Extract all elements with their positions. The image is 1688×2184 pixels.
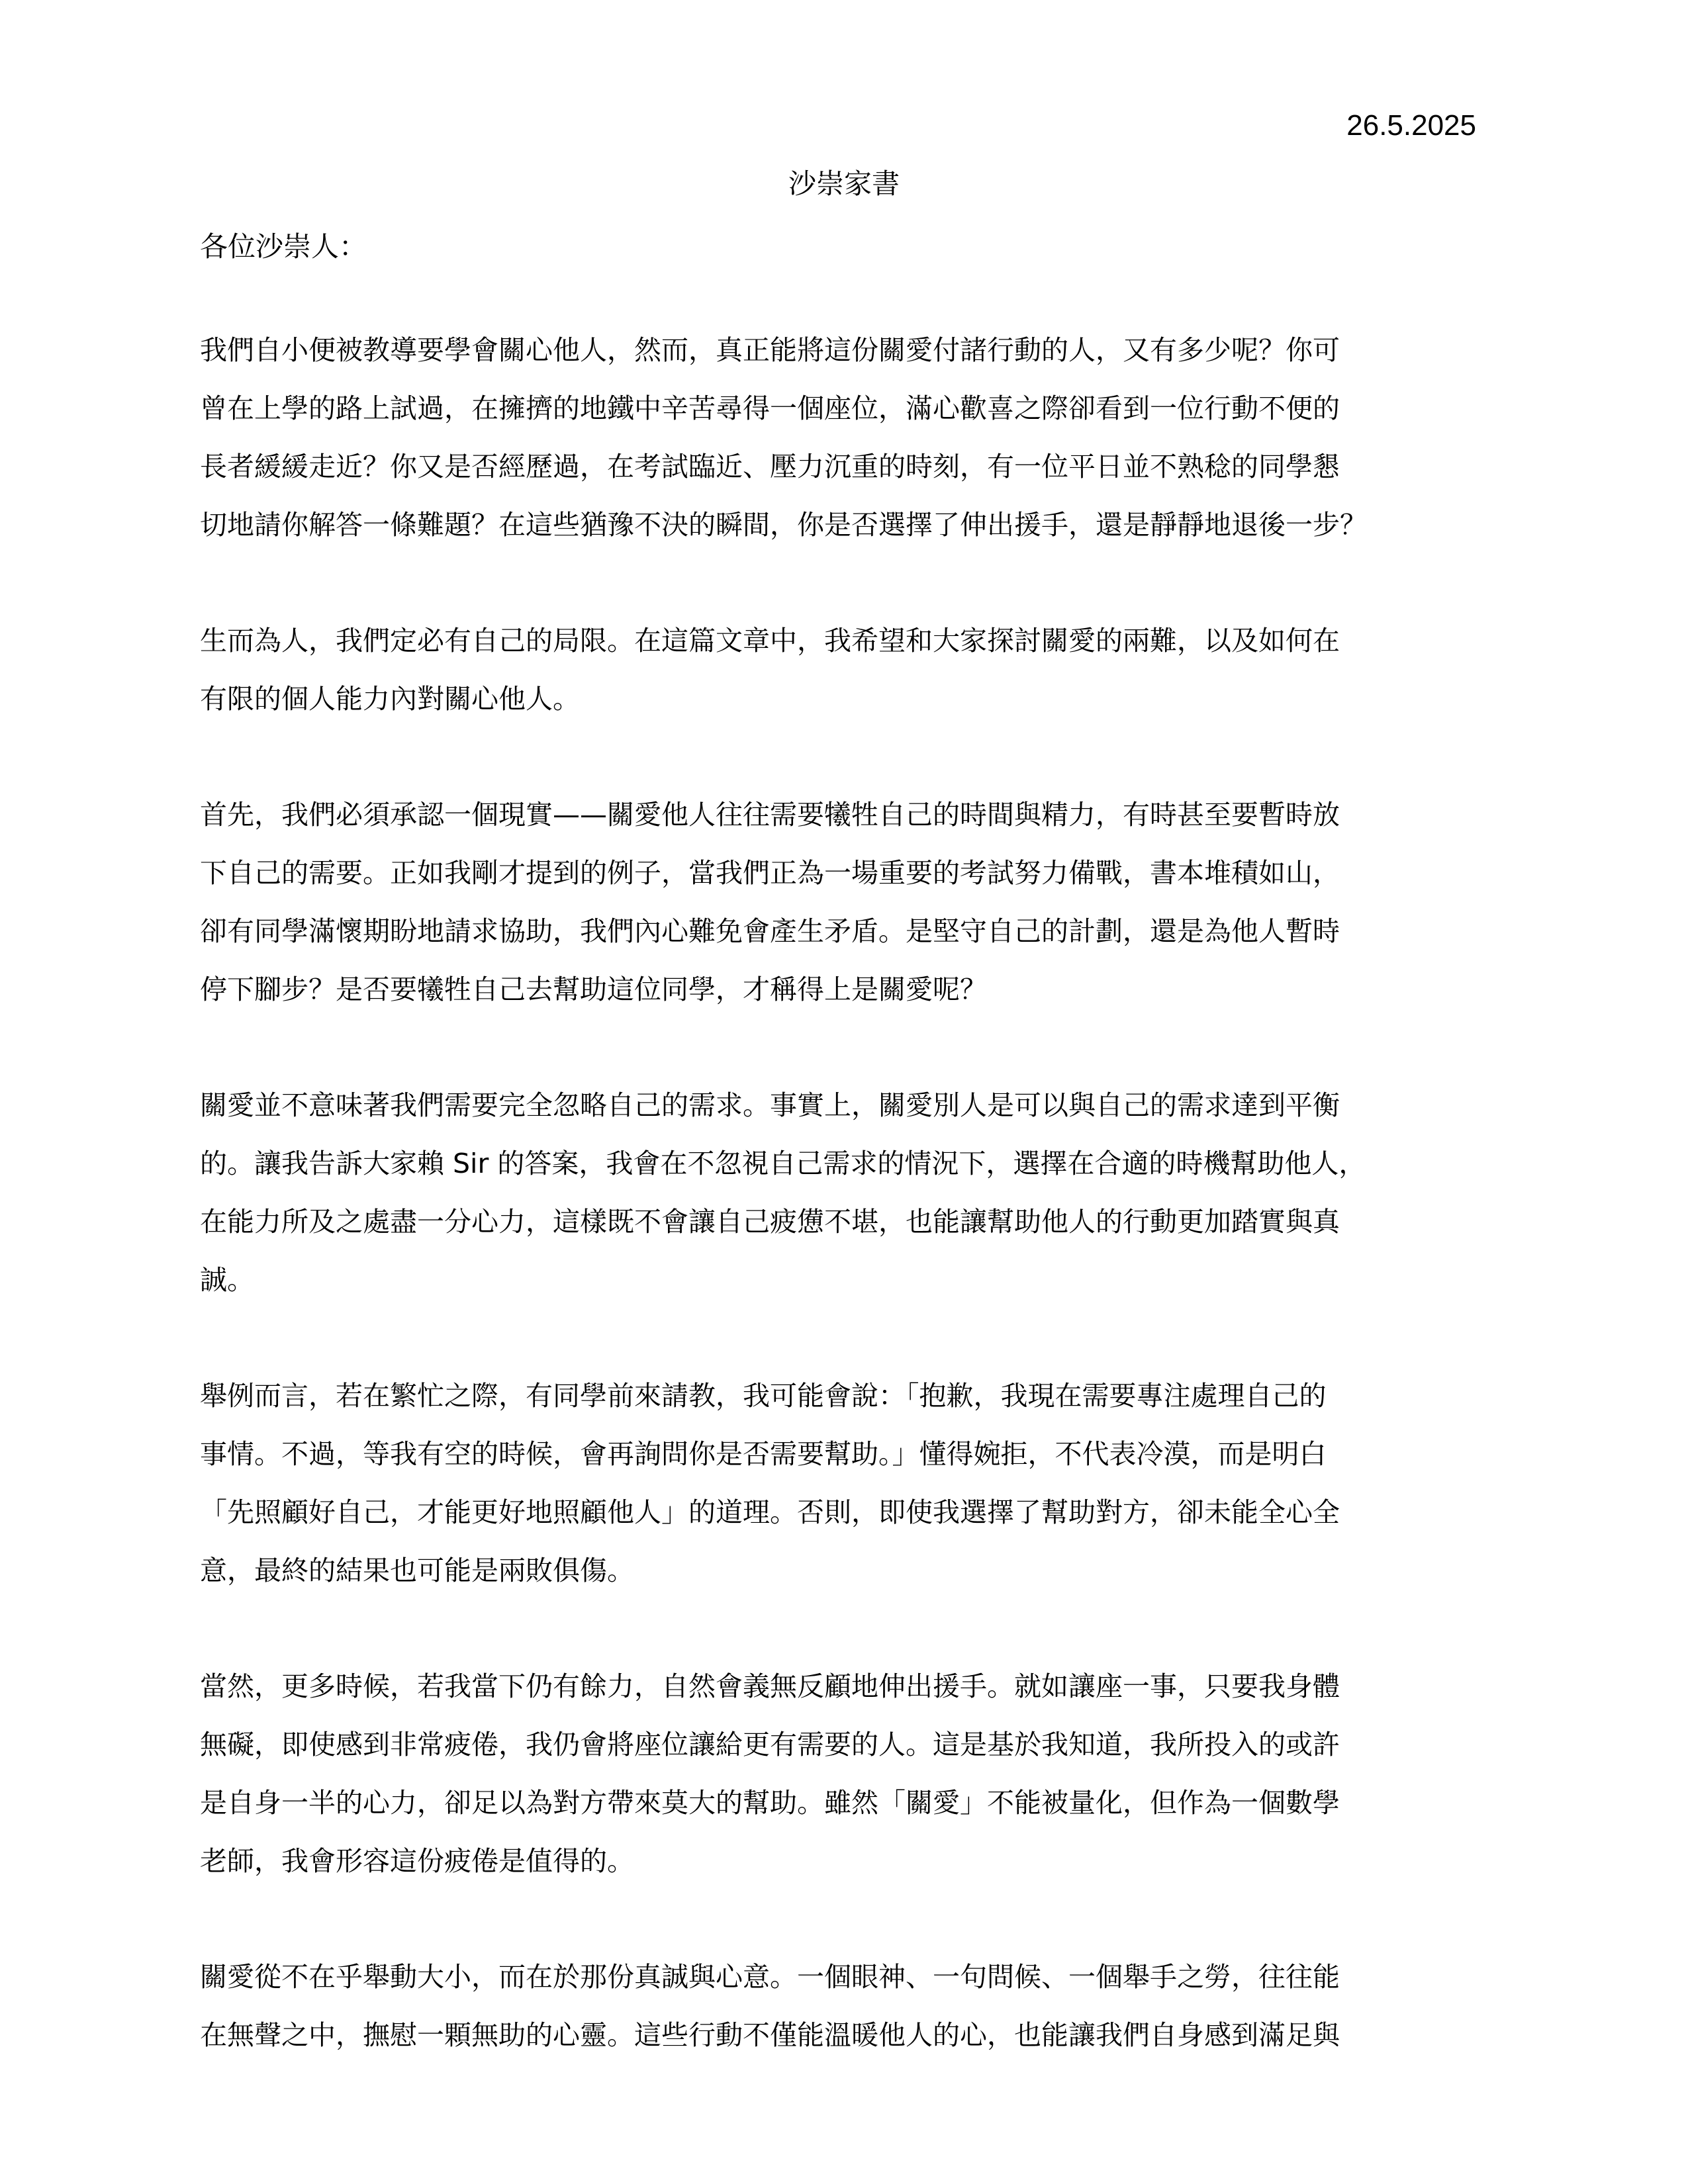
- letter-title: 沙崇家書: [788, 167, 900, 200]
- paragraph-5: [200, 1367, 1517, 1600]
- text-line: 無礙，即使感到非常疲倦，我仍會將座位讓給更有需要的人。這是基於我知道，我所投入的或許: [200, 1729, 1340, 1760]
- text-line: 我們自小便被教導要學會關心他人，然而，真正能將這份關愛付諸行動的人，又有多少呢？你可: [200, 334, 1340, 366]
- text-line: 有限的個人能力內對關心他人。: [200, 683, 580, 715]
- text-line: 停下腳步？是否要犧牲自己去幫助這位同學，才稱得上是關愛呢？: [200, 974, 987, 1005]
- paragraph-2: [200, 612, 1517, 728]
- paragraph-4: [200, 1076, 1517, 1309]
- text-line: 首先，我們必須承認一個現實——關愛他人往往需要犧牲自己的時間與精力，有時甚至要暫時放: [200, 799, 1340, 831]
- text-line: 「先照顧好自己，才能更好地照顧他人」的道理。否則，即使我選擇了幫助對方，卻未能全心全: [200, 1496, 1340, 1528]
- paragraph-3: [200, 786, 1517, 1019]
- paragraph-6: [200, 1657, 1517, 1890]
- text-line: 意，最終的結果也可能是兩敗俱傷。: [200, 1555, 634, 1586]
- text-line: 當然，更多時候，若我當下仍有餘力，自然會義無反顧地伸出援手。就如讓座一事，只要我身體: [200, 1670, 1340, 1702]
- text-line: 卻有同學滿懷期盼地請求協助，我們內心難免會產生矛盾。是堅守自己的計劃，還是為他人暫時: [200, 915, 1340, 947]
- text-line: 下自己的需要。正如我剛才提到的例子，當我們正為一場重要的考試努力備戰，書本堆積如山，: [200, 857, 1340, 889]
- text-line: 關愛並不意味著我們需要完全忽略自己的需求。事實上，關愛別人是可以與自己的需求達到平衡: [200, 1089, 1340, 1121]
- text-line: 切地請你解答一條難題？在這些猶豫不決的瞬間，你是否選擇了伸出援手，還是靜靜地退後一步？: [200, 509, 1367, 541]
- letter-date: 26.5.2025: [1346, 109, 1476, 142]
- text-line: 長者緩緩走近？你又是否經歷過，在考試臨近、壓力沉重的時刻，有一位平日並不熟稔的同學懇: [200, 451, 1340, 482]
- text-line: 是自身一半的心力，卻足以為對方帶來莫大的幫助。雖然「關愛」不能被量化，但作為一個數學: [200, 1787, 1340, 1819]
- text-line: 關愛從不在乎舉動大小，而在於那份真誠與心意。一個眼神、一句問候、一個舉手之勞，往往能: [200, 1961, 1340, 1993]
- text-line: 老師，我會形容這份疲倦是值得的。: [200, 1845, 634, 1877]
- paragraph-7: [200, 1948, 1517, 2064]
- text-line: 誠。: [200, 1264, 254, 1296]
- text-line: 的。讓我告訴大家賴 Sir 的答案，我會在不忽視自己需求的情況下，選擇在合適的時機幫助他人，: [200, 1148, 1366, 1179]
- text-line: 舉例而言，若在繁忙之際，有同學前來請教，我可能會說：「抱歉，我現在需要專注處理自己的: [200, 1380, 1327, 1412]
- text-line: 在無聲之中，撫慰一顆無助的心靈。這些行動不僅能溫暖他人的心，也能讓我們自身感到滿足與: [200, 2019, 1340, 2051]
- text-line: 事情。不過，等我有空的時候，會再詢問你是否需要幫助。」懂得婉拒，不代表冷漠，而是明白: [200, 1438, 1327, 1470]
- paragraph-1: [200, 321, 1517, 554]
- letter-body: [200, 321, 1517, 2122]
- text-line: 在能力所及之處盡一分心力，這樣既不會讓自己疲憊不堪，也能讓幫助他人的行動更加踏實與真: [200, 1206, 1340, 1238]
- text-line: 曾在上學的路上試過，在擁擠的地鐵中辛苦尋得一個座位，滿心歡喜之際卻看到一位行動不便的: [200, 392, 1340, 424]
- text-line: 生而為人，我們定必有自己的局限。在這篇文章中，我希望和大家探討關愛的兩難，以及如何在: [200, 625, 1340, 657]
- letter-salutation: 各位沙崇人：: [200, 230, 367, 263]
